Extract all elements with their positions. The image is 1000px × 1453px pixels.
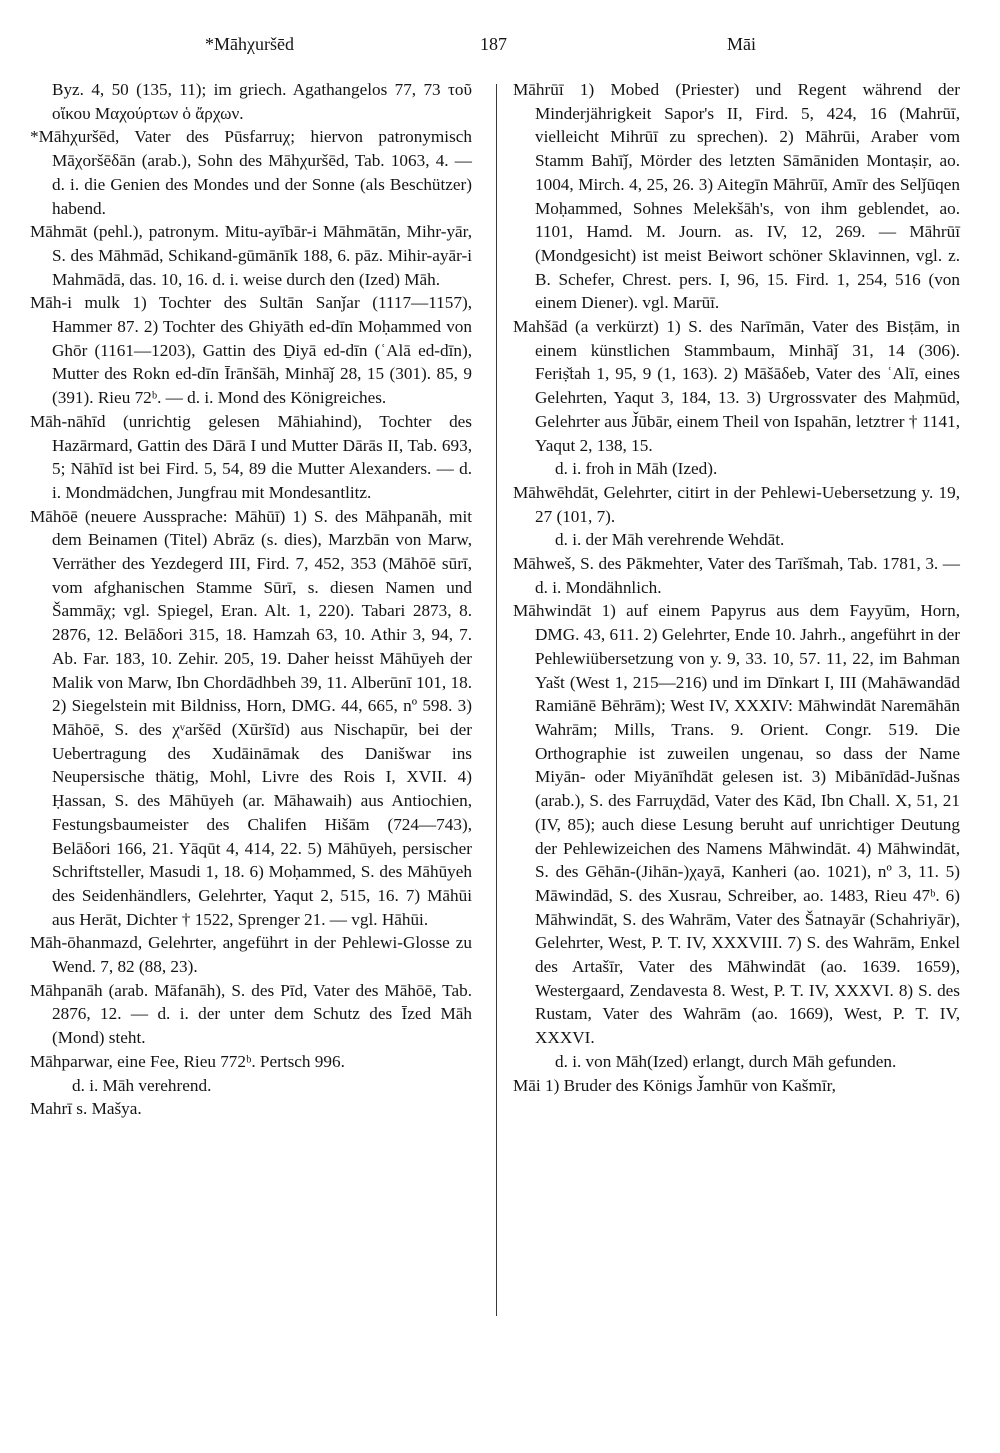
running-header xyxy=(0,34,1000,60)
header-right-keyword: Māi xyxy=(727,34,756,54)
dictionary-entry: Māhrūī 1) Mobed (Priester) und Regent während der Minderjährigkeit Sapor's II, Fird. 5, 424, 16 (Mahrūī, vielleicht Mihrūī zu sprechen). 2) Māhrūi, Araber vom Stamm Bahīǰ, Mörder des letzten Sāmāniden Montaṣir, ao. 1004, Mirch. 4, 25, 26. 3) Aitegīn Māhrūī, Amīr des Selǰūqen Moḥammed, Sohnes Melekšāh's, von ihm geblendet, ao. 1101, Hamd. M. Journ. as. IV, 12, 269. — Māhrūī (Mondgesicht) ist meist Beiwort schöner Sklavinnen, vgl. z. B. Schefer, Chrest. pers. I, 96, 15. Fird. 1, 254, 516 (von einem Diener). vgl. Marūī. xyxy=(513,80,960,313)
page-number: 187 xyxy=(480,34,507,54)
dictionary-entry: Māhpanāh (arab. Māfanāh), S. des Pīd, Vater des Māhōē, Tab. 2876, 12. — d. i. der unter dem Schutz des Īzed Māh (Mond) steht. xyxy=(30,980,472,1048)
right-column xyxy=(513,78,960,1097)
column-divider xyxy=(496,84,497,1316)
dictionary-entry: Māhwindāt 1) auf einem Papyrus aus dem Fayyūm, Horn, DMG. 43, 611. 2) Gelehrter, Ende 10. Jahrh., angeführt in der Pehlewiübersetzung von y. 9, 33. 10, 57. 11, 22, im Bahman Yašt (West 1, 215—216) und im Dīnkart I, III (Mahāwandād Ramiānē Bēhrām); West IV, XXXIV: Māhwindāt Naremāhān Wahrām; Mills, Trans. 9. Orient. Congr. 519. Die Orthographie ist zuweilen ungenau, so dass der Name Miyān- oder Miyānīhdāt gelesen ist. 3) Mibānīdād-Jušnas (arab.), S. des Farruχdād, Vater des Kād, Ibn Chall. X, 51, 21 (IV, 85); auch diese Lesung beruht auf unrichtiger Deutung der Pehlewizeichen des Namens Māhwindāt. 4) Māhwindāt, S. des Gēhān-(Jihān-)χayā, Kanheri (ao. 1021), nº 3, 11. 5) Māwindād, S. des Xusrau, Schreiber, ao. 1483, Rieu 47ᵇ. 6) Māhwindāt, S. des Wahrām, Vater des Šatnayār (Schahriyār), Gelehrter, West, P. T. IV, XXXVIII. 7) S. des Wahrām, Enkel des Artašīr, Vater des Māhwindāt (ao. 1639. 1659), Westergaard, Zendavesta 8. West, P. T. IV, XXXVI. 8) S. des Rustam, Vater des Wahrām (ao. 1669), West, P. T. IV, XXXVI. xyxy=(513,601,960,1048)
dictionary-entry: Māi 1) Bruder des Königs J̌amhūr von Kašmīr, xyxy=(513,1075,836,1095)
entry-gloss: d. i. froh in Māh (Ized). xyxy=(555,459,718,479)
dictionary-entry: Māhweš, S. des Pākmehter, Vater des Tarīšmah, Tab. 1781, 3. — d. i. Mondähnlich. xyxy=(513,554,960,597)
dictionary-entry: Māhwēhdāt, Gelehrter, citirt in der Pehlewi-Uebersetzung y. 19, 27 (101, 7). xyxy=(513,482,960,526)
dictionary-entry: Mahšād (a verkürzt) 1) S. des Narīmān, Vater des Bisṭām, in einem künstlichen Stammbaum, Minhāǰ 31, 14 (306). Feriṣ̌tah 1, 95, 9 (1, 163). 2) Māšāδeb, Vater des ʿAlī, eines Gelehrten, Yaqut 3, 184, 13. 3) Urgrossvater des Maḥmūd, Gelehrter aus J̌ūbār, einem Theil von Ispahān, letztrer † 1141, Yaqut 2, 138, 15. xyxy=(513,317,960,455)
entry-gloss: d. i. Māh verehrend. xyxy=(72,1075,212,1095)
entry-gloss: d. i. der Māh verehrende Wehdāt. xyxy=(555,530,785,550)
dictionary-entry: Mahrī s. Mašya. xyxy=(30,1099,142,1119)
entry-gloss: d. i. von Māh(Ized) erlangt, durch Māh gefunden. xyxy=(555,1051,897,1071)
dictionary-entry: Māh-i mulk 1) Tochter des Sultān Sanǰar (1117—1157), Hammer 87. 2) Tochter des Ghiyāth ed-dīn Moḥammed von Ghōr (1161—1203), Gattin des Ḏiyā ed-dīn (ʿAlā ed-dīn), Mutter des Rokn ed-dīn Īrānšāh, Minhāǰ 28, 15 (301). 85, 9 (391). Rieu 72ᵇ. — d. i. Mond des Königreiches. xyxy=(30,293,472,408)
left-column xyxy=(30,78,472,1121)
dictionary-entry: Māhparwar, eine Fee, Rieu 772ᵇ. Pertsch 996. xyxy=(30,1051,345,1071)
dictionary-entry: Māhmāt (pehl.), patronym. Mitu-ayībār-i Māhmātān, Mihr-yār, S. des Māhmād, Schikand-gūmānīk 188, 6. pāz. Mihir-ayār-i Mahmādā, das. 10, 16. d. i. weise durch den (Ized) Māh. xyxy=(30,222,472,289)
dictionary-entry: Māh-nāhīd (unrichtig gelesen Māhiahind), Tochter des Hazārmard, Gattin des Dārā I und Mutter Dārās II, Tab. 693, 5; Nāhīd ist bei Fird. 5, 54, 89 die Mutter Alexanders. — d. i. Mondmädchen, Jungfrau mit Mondesantlitz. xyxy=(30,411,472,502)
dictionary-entry: Byz. 4, 50 (135, 11); im griech. Agathangelos 77, 73 τοῦ οἴκου Μαχούρτων ὁ ἄρχων. xyxy=(52,80,472,123)
dictionary-entry: Māh-ōhanmazd, Gelehrter, angeführt in der Pehlewi-Glosse zu Wend. 7, 82 (88, 23). xyxy=(30,933,472,977)
dictionary-entry: *Māhχuršēd, Vater des Pūsfarruχ; hiervon patronymisch Māχoršēδān (arab.), Sohn des Māhχuršēd, Tab. 1063, 4. — d. i. die Genien des Mondes und der Sonne (als Beschützer) habend. xyxy=(30,127,472,218)
dictionary-entry: Māhōē (neuere Aussprache: Māhūī) 1) S. des Māhpanāh, mit dem Beinamen (Titel) Abrāz (s. dies), Marzbān von Marw, Verräther des Yezdegerd III, Fird. 7, 452, 353 (Māhōē sūrī, vom afghanischen Stamme Sūrī, s. diesen Namen und Šammāχ; vgl. Spiegel, Eran. Alt. 1, 220). Tabari 2873, 8. 2876, 12. Belāδori 315, 18. Hamzah 63, 10. Athir 3, 94, 7. Ab. Far. 183, 10. Zehir. 205, 19. Daher heisst Māhūyeh der Malik von Marw, Ibn Chordādhbeh 39, 11. Alberūnī 101, 18. 2) Siegelstein mit Bildniss, Horn, DMG. 44, 665, nº 598. 3) Māhōē, S. des χᵛaršēd (Xūršīd) aus Nischapūr, bei der Uebertragung des Xudāināmak des Danišwar ins Neupersische thätig, Mohl, Livre des Rois I, XVII. 4) Ḥassan, S. des Māhūyeh (ar. Māhawaih) aus Antiochien, Festungsbaumeister des Chalifen Hišām (724—743), Belāδori 166, 21. Yāqūt 4, 414, 22. 5) Māhūyeh, persischer Schriftsteller, Masudi 1, 18. 6) Moḥammed, S. des Māhūyeh des Seidenhändlers, Gelehrter, Yaqut 2, 515, 16. 7) Māhūi aus Herāt, Dichter † 1522, Sprenger 21. — vgl. Hāhūi. xyxy=(30,506,472,929)
header-left-keyword: *Māhχuršēd xyxy=(205,34,294,54)
